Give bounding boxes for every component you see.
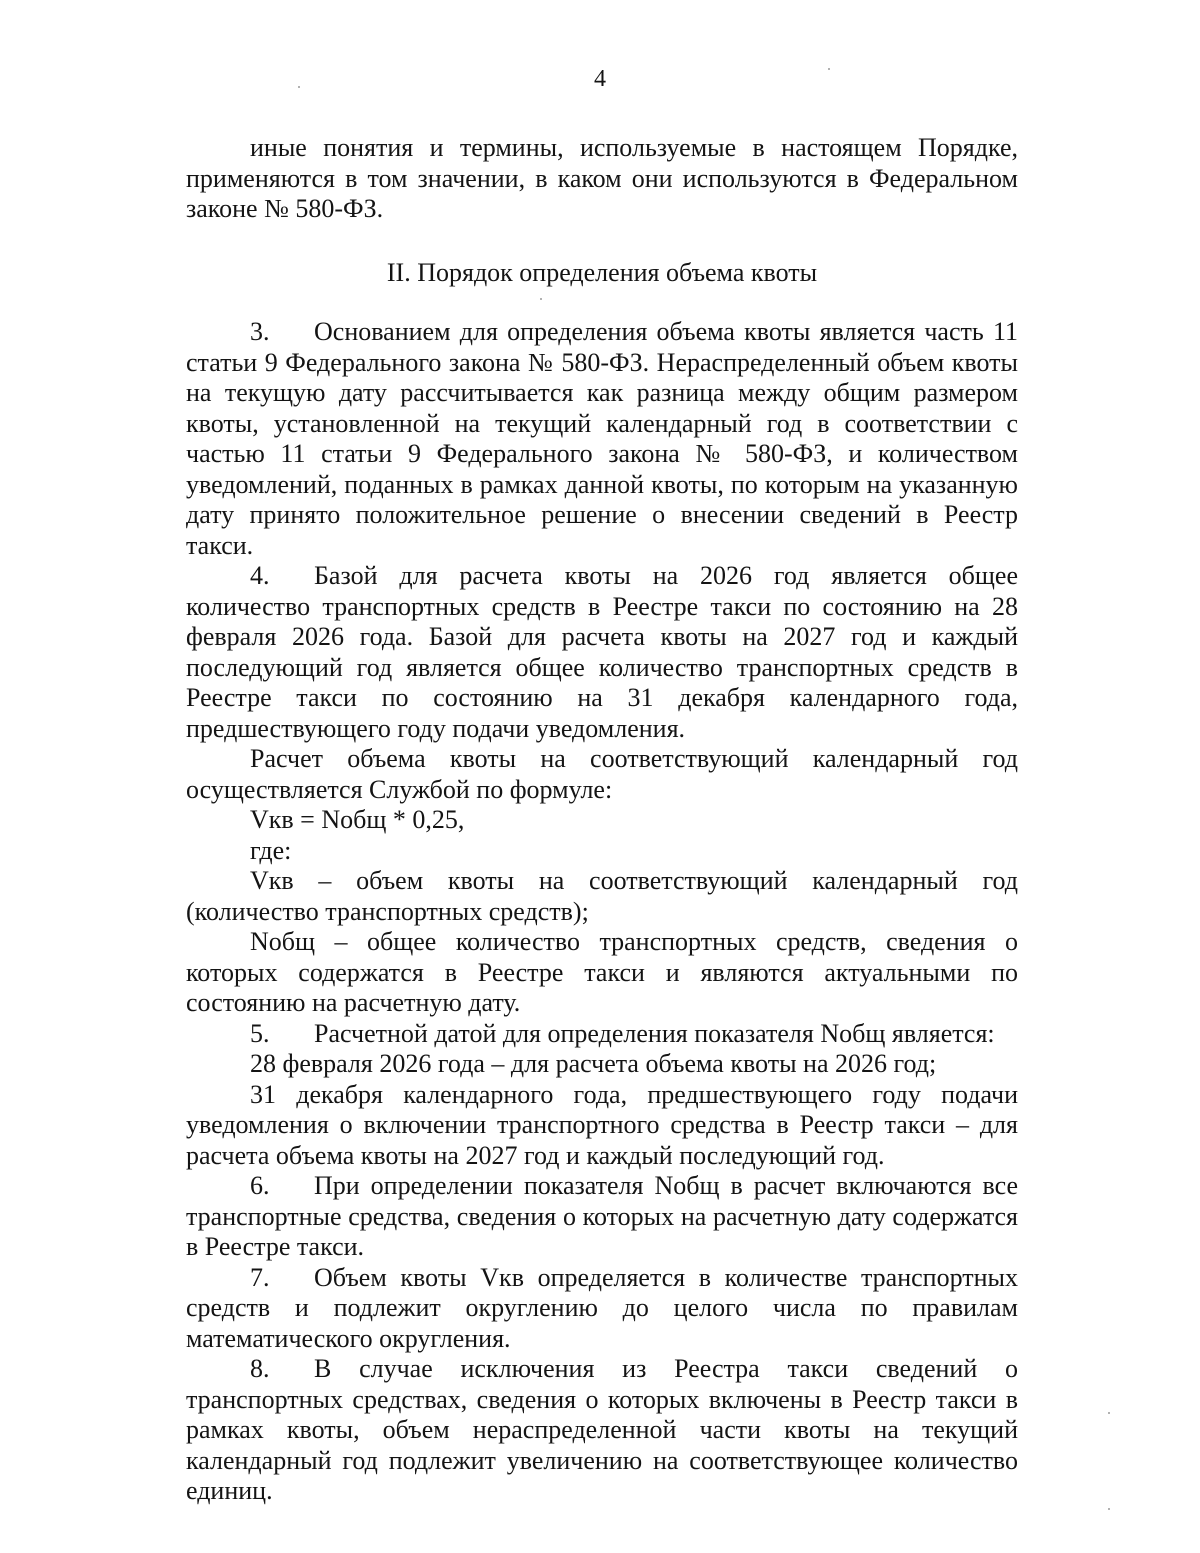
item-4-number: 4. <box>250 561 270 590</box>
item-4-text: Базой для расчета квоты на 2026 год является общее количество транспортных средств в Реестре такси по состоянию на 28 февраля 2026 года. Базой для расчета квоты на 2027 год и каждый последующий год является общее количество транспортных средств в Реестре такси по состоянию на 31 декабря календарного года, предшествующего году подачи уведомления. <box>186 561 1018 743</box>
scan-speck <box>1108 1508 1110 1510</box>
item-8 <box>186 1354 1018 1507</box>
item-7 <box>186 1263 1018 1355</box>
section-heading: II. Порядок определения объема квоты <box>386 257 818 287</box>
item-7-number: 7. <box>250 1262 270 1292</box>
intro-paragraph: иные понятия и термины, используемые в настоящем Порядке, применяются в том значении, в каком они используются в Федеральном законе № 580-ФЗ. <box>186 133 1018 223</box>
date-following: 31 декабря календарного года, предшествующего году подачи уведомления о включении транспортного средства в Реестр такси – для расчета объема квоты на 2027 год и каждый последующий год. <box>186 1079 1018 1170</box>
definition-nobsch: Nобщ – общее количество транспортных средств, сведения о которых содержатся в Реестре такси и являются актуальными по состоянию на расчетную дату. <box>186 927 1018 1017</box>
item-6-number: 6. <box>250 1171 270 1200</box>
definition-vkv: Vкв – объем квоты на соответствующий календарный год (количество транспортных средств); <box>186 866 1018 926</box>
item-3-text: Основанием для определения объема квоты является часть 11 статьи 9 Федерального закона № 580-ФЗ. Нераспределенный объем квоты на текущую дату рассчитывается как разница между общим размером квоты, установленной на текущий календарный год в соответствии с частью 11 статьи 9 Федерального закона № 580-ФЗ, и количеством уведомлений, поданных в рамках данной квоты, по которым на указанную дату принято положительное решение о внесении сведений в Реестр такси. <box>186 317 1018 560</box>
formula-intro: Расчет объема квоты на соответствующий календарный год осуществляется Службой по формуле: <box>186 744 1018 804</box>
item-8-text: В случае исключения из Реестра такси сведений о транспортных средствах, сведения о которых включены в Реестр такси в рамках квоты, объем нераспределенной части квоты на текущий календарный год подлежит увеличению на соответствующее количество единиц. <box>186 1354 1018 1505</box>
document-body <box>186 133 1018 1507</box>
item-6 <box>186 1171 1018 1263</box>
item-6-text: При определении показателя Nобщ в расчет включаются все транспортные средства, сведения о которых на расчетную дату содержатся в Реестре такси. <box>186 1171 1018 1261</box>
formula: Vкв = Nобщ * 0,25, <box>250 805 465 834</box>
date-2026: 28 февраля 2026 года – для расчета объема квоты на 2026 год; <box>250 1049 937 1078</box>
item-8-number: 8. <box>250 1354 270 1383</box>
item-4 <box>186 561 1018 744</box>
item-7-text: Объем квоты Vкв определяется в количестве транспортных средств и подлежит округлению до целого числа по правилам математического округления. <box>186 1262 1018 1353</box>
where-label: где: <box>250 835 292 865</box>
scan-speck <box>298 86 300 88</box>
scan-speck <box>540 298 542 300</box>
item-3 <box>186 317 1018 561</box>
item-5 <box>186 1019 1018 1050</box>
scan-speck <box>828 68 830 70</box>
item-5-number: 5. <box>250 1018 270 1048</box>
item-3-number: 3. <box>250 317 270 346</box>
scan-speck <box>1108 1412 1110 1414</box>
item-5-text: Расчетной датой для определения показателя Nобщ является: <box>314 1018 995 1048</box>
page-number: 4 <box>594 66 606 92</box>
